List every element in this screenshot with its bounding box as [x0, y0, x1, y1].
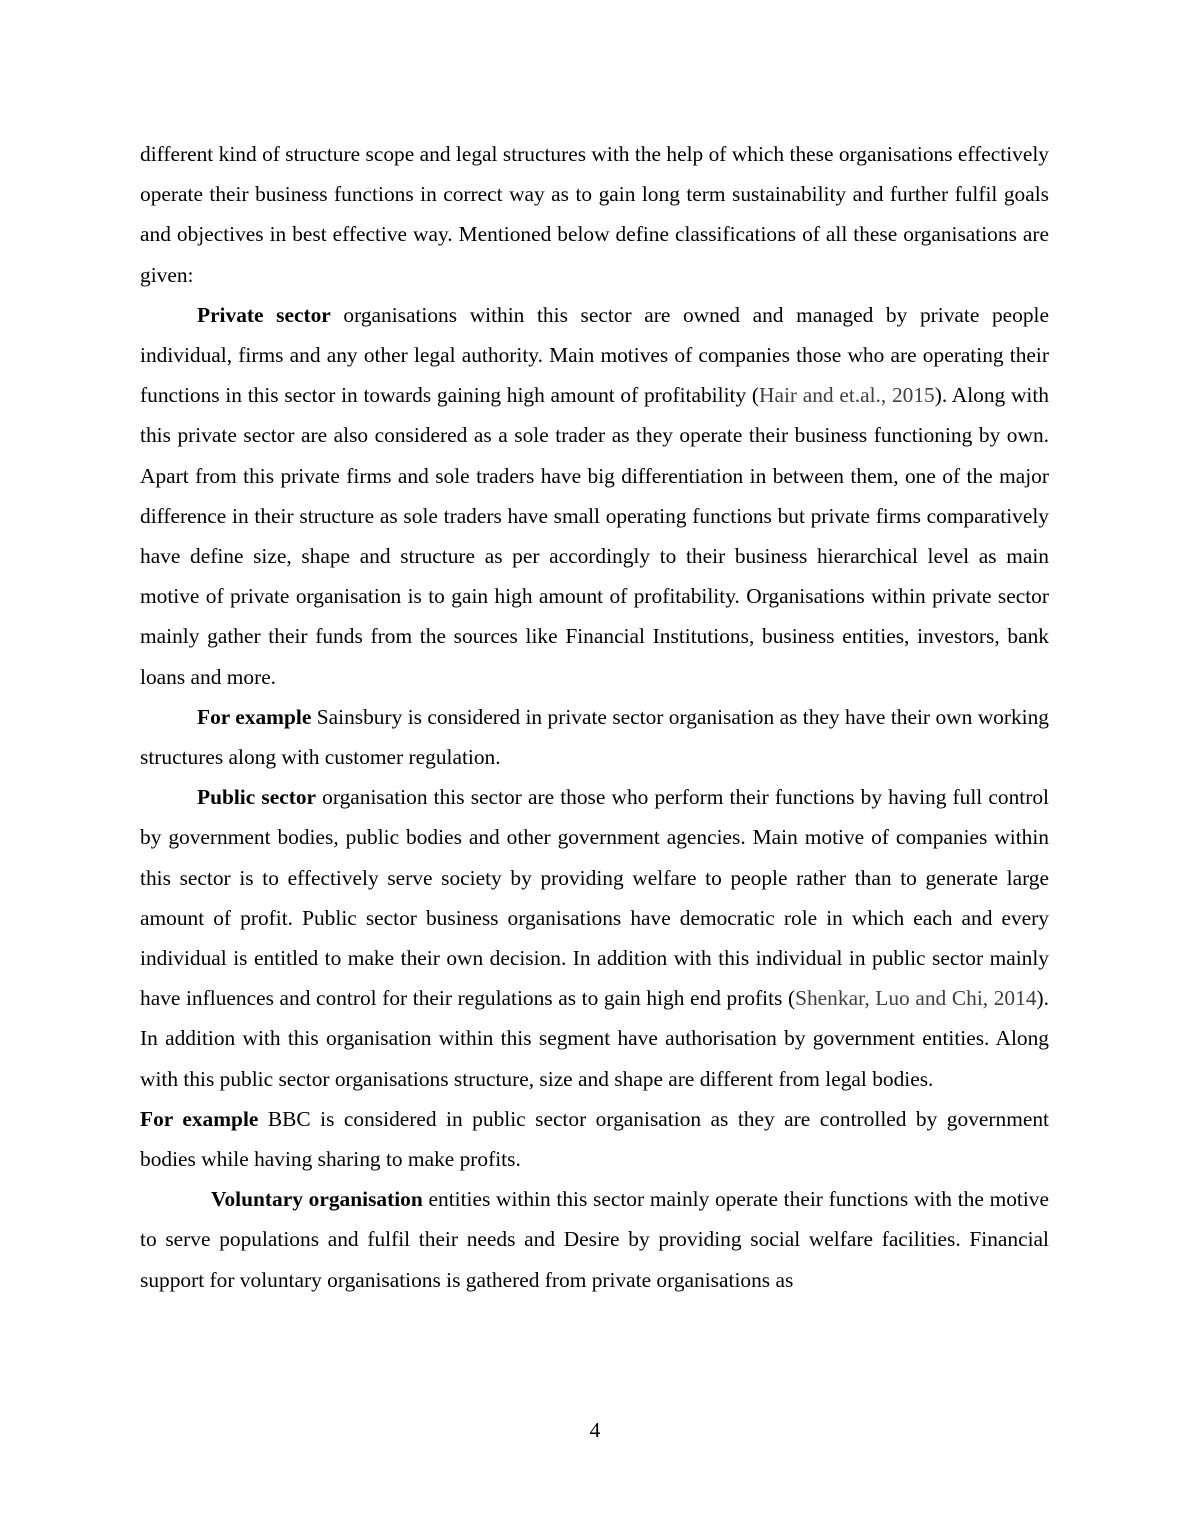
paragraph-text: different kind of structure scope and legal structures with the help of which these organisations effectively operate their business functions in correct way as to gain long term sustainability and further fulfil goals and objectives in best effective way. Mentioned below define classifications of all these organisations are given:	[140, 142, 1049, 287]
citation-shenkar-2014: Shenkar, Luo and Chi, 2014	[795, 986, 1037, 1011]
inline-heading-private-sector: Private sector	[197, 302, 331, 327]
paragraph-text: BBC is considered in public sector organisation as they are controlled by government bodies while having sharing to make profits.	[140, 1106, 1049, 1172]
inline-heading-for-example: For example	[197, 704, 312, 729]
paragraph-text: ). In addition with this organisation within this segment have authorisation by government entities. Along with this public sector organisations structure, size and shape are different from legal bodies.	[140, 986, 1049, 1091]
paragraph-text: entities within this sector mainly operate their functions with the motive to serve populations and fulfil their needs and Desire by providing social welfare facilities. Financial support for voluntary organisations is gathered from private organisations as	[140, 1187, 1049, 1292]
paragraph-text: organisation this sector are those who perform their functions by having full control by government bodies, public bodies and other government agencies. Main motive of companies within this sector is to effectively serve society by providing welfare to people rather than to generate large amount of profit. Public sector business organisations have democratic role in which each and every individual is entitled to make their own decision. In addition with this individual in public sector mainly have influences and control for their regulations as to gain high end profits (	[140, 785, 1049, 1011]
paragraph-voluntary	[140, 1179, 1049, 1300]
inline-heading-for-example: For example	[140, 1106, 259, 1131]
page-number: 4	[589, 1418, 601, 1442]
paragraph-private-example	[140, 697, 1049, 777]
paragraph-intro	[140, 134, 1049, 295]
paragraph-private-sector	[140, 295, 1049, 697]
inline-heading-voluntary-organisation: Voluntary organisation	[211, 1187, 423, 1212]
citation-hair-2015: Hair and et.al., 2015	[759, 383, 935, 408]
body-text	[140, 134, 1049, 1300]
paragraph-public-sector	[140, 777, 1049, 1099]
paragraph-text: ). Along with this private sector are also considered as a sole trader as they operate their business functioning by own. Apart from this private firms and sole traders have big differentiation in between them, one of the major difference in their structure as sole traders have small operating functions but private firms comparatively have define size, shape and structure as per accordingly to their business hierarchical level as main motive of private organisation is to gain high amount of profitability. Organisations within private sector mainly gather their funds from the sources like Financial Institutions, business entities, investors, bank loans and more.	[140, 383, 1050, 689]
paragraph-public-example	[140, 1099, 1049, 1179]
paragraph-text: organisations within this sector are owned and managed by private people individual, firms and any other legal authority. Main motives of companies those who are operating their functions in this sector in towards gaining high amount of profitability (	[140, 302, 1049, 408]
paragraph-text: Sainsbury is considered in private sector organisation as they have their own working structures along with customer regulation.	[140, 704, 1049, 770]
inline-heading-public-sector: Public sector	[197, 785, 317, 810]
